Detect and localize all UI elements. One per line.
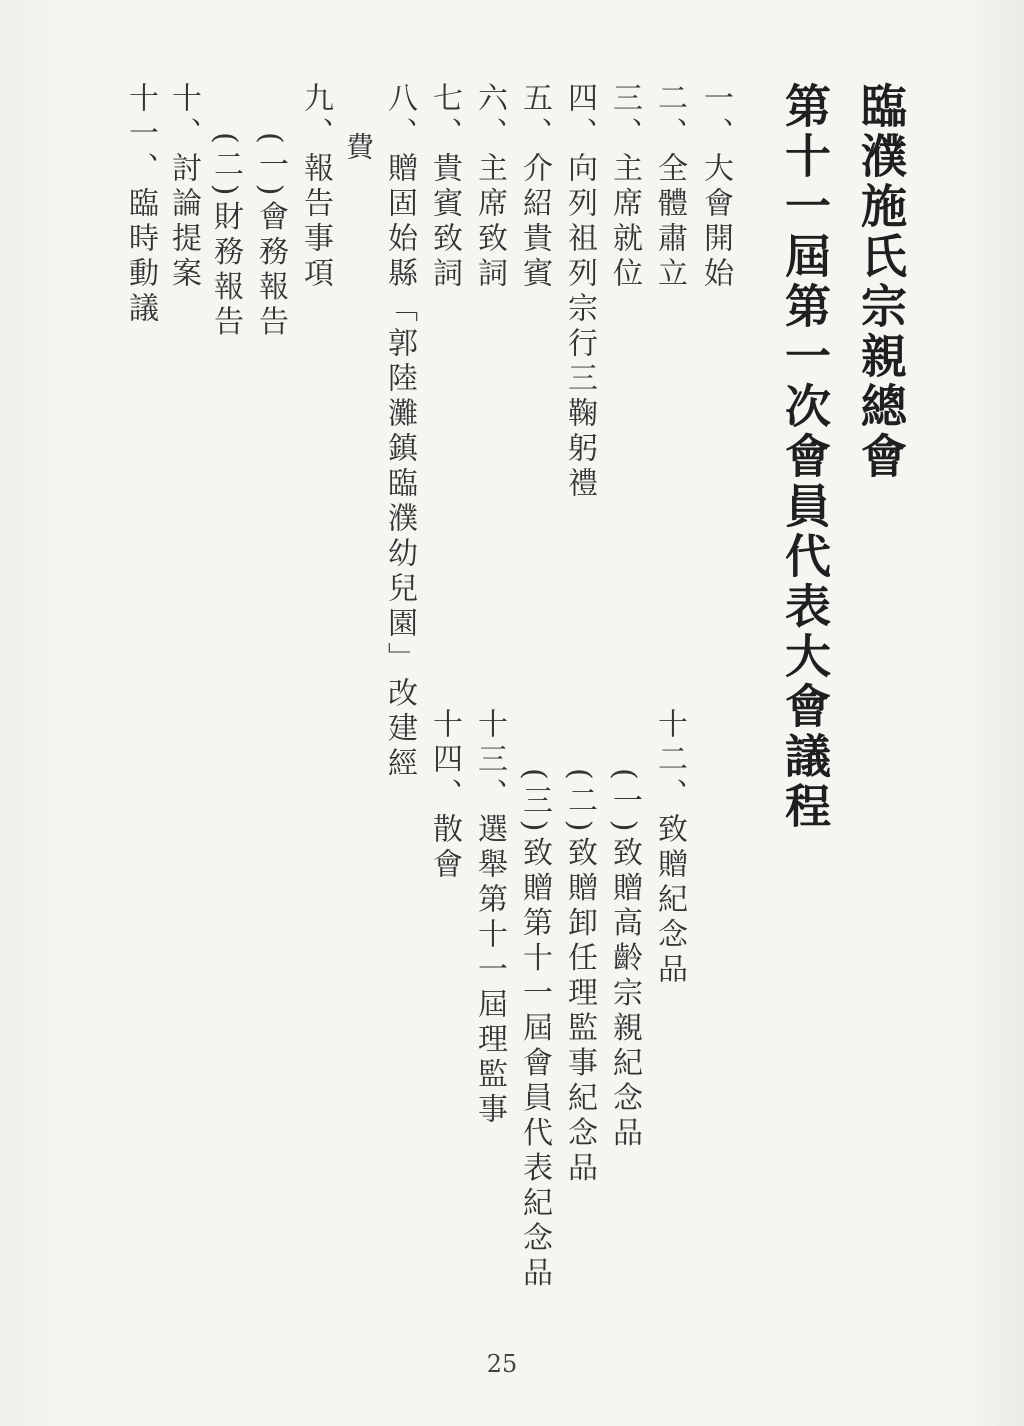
agenda-item-12-sub-1: (一)致贈高齡宗親紀念品 — [607, 768, 642, 1152]
agenda-item-9: 九、報告事項 — [298, 82, 333, 292]
agenda-item-10: 十、討論提案 — [166, 82, 201, 292]
agenda-item-8: 八、贈固始縣「郭陸灘鎮臨濮幼兒園」改建經 — [382, 82, 417, 782]
agenda-item-5: 五、介紹貴賓 — [517, 82, 552, 292]
title-line-2: 第十一屆第一次會員代表大會議程 — [778, 82, 832, 832]
agenda-item-7: 七、貴賓致詞 — [427, 82, 462, 292]
agenda-item-12-sub-3: (三)致贈第十一屆會員代表紀念品 — [517, 768, 552, 1292]
agenda-item-9-sub-2: (二)財務報告 — [208, 132, 243, 341]
agenda-item-13: 十三、選舉第十一屆理監事 — [472, 708, 507, 1128]
agenda-item-2: 二、全體肅立 — [652, 82, 687, 292]
agenda-item-6: 六、主席致詞 — [472, 82, 507, 292]
agenda-item-8-continued: 費 — [342, 132, 375, 165]
agenda-item-9-sub-1: (一)會務報告 — [253, 132, 288, 341]
title-line-1: 臨濮施氏宗親總會 — [854, 82, 908, 482]
agenda-item-11: 十一、臨時動議 — [123, 82, 158, 327]
page-number: 25 — [486, 1350, 518, 1378]
agenda-item-3: 三、主席就位 — [607, 82, 642, 292]
agenda-item-12-sub-2: (二)致贈卸任理監事紀念品 — [562, 768, 597, 1187]
agenda-item-1: 一、大會開始 — [698, 82, 733, 292]
agenda-item-12: 十二、致贈紀念品 — [652, 708, 687, 988]
agenda-item-4: 四、向列祖列宗行三鞠躬禮 — [562, 82, 597, 502]
agenda-item-14: 十四、散會 — [427, 708, 462, 883]
